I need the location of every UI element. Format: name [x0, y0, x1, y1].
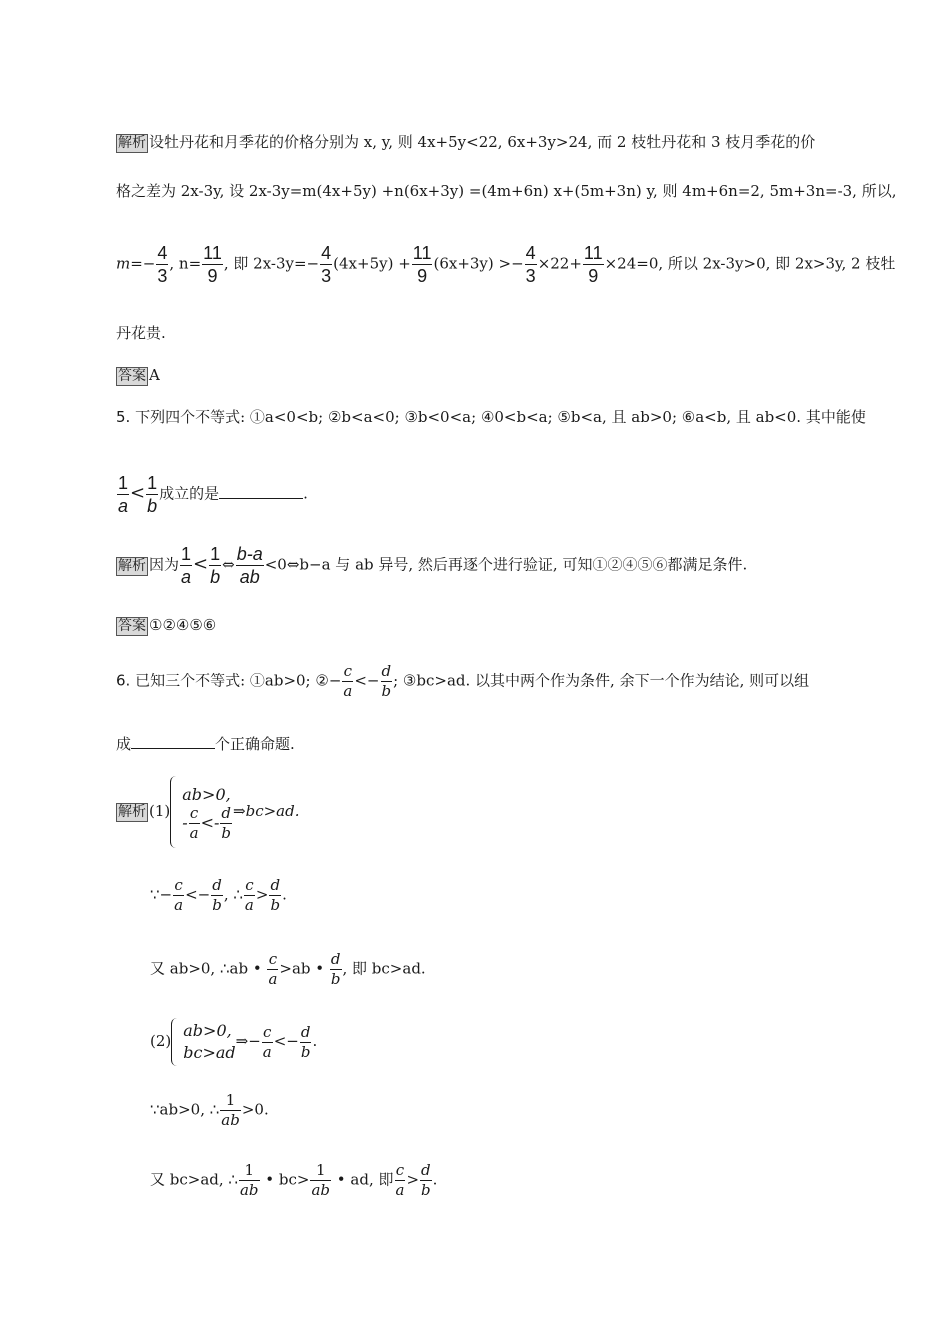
fraction: $\frac{4}{3}$: [525, 243, 536, 286]
fraction: $\frac{1}{b}$: [147, 473, 158, 516]
fraction: $\frac{b-a}{ab}$: [236, 544, 263, 587]
p4-analysis-line-2: [116, 180, 897, 202]
text: 又 bc>ad, ∴: [150, 1170, 238, 1189]
brace: [171, 1018, 179, 1066]
text: 成立的是: [159, 484, 220, 503]
text: <−: [354, 671, 380, 690]
text: ⇒−: [235, 1032, 261, 1050]
fraction: $\frac{c}{a}$: [395, 1161, 405, 1199]
system-of-conditions: [170, 776, 233, 848]
text: (4x+5y) +: [333, 254, 411, 273]
text: 已知三个不等式: ①ab>0; ②−: [130, 671, 342, 690]
analysis-tag: 解析: [118, 135, 146, 151]
text: >: [406, 1170, 420, 1189]
q6-analysis-case-1: [116, 776, 840, 848]
fraction: $\frac{1}{ab}$: [239, 1161, 259, 1199]
text: .: [303, 484, 308, 503]
text: .: [312, 1032, 318, 1050]
fraction: $\frac{11}{9}$: [583, 243, 603, 286]
q6-line-1: [116, 664, 840, 699]
text: <−: [273, 1032, 299, 1050]
text: ×24=0, 所以 2x-3y>0, 即 2x>3y, 2 枝牡: [604, 254, 896, 273]
answer-blank[interactable]: [131, 734, 215, 749]
fraction: $\frac{c}{a}$: [262, 1022, 272, 1061]
q5-line-2: [116, 474, 840, 515]
p4-analysis-line-4: [116, 322, 840, 344]
condition: ab>0,: [182, 784, 231, 804]
q6-analysis-step-5: [150, 1093, 840, 1128]
analysis-tag: 解析: [118, 804, 146, 820]
text: .: [282, 885, 287, 904]
text: ⇔: [222, 555, 235, 574]
fraction: $\frac{11}{9}$: [412, 243, 432, 286]
text: <: [130, 482, 146, 504]
text: 下列四个不等式: ①a<0<b; ②b<a<0; ③b<0<a; ④0<b<a; ⑤b<a, 且 ab>0; ⑥a<b, 且 ab<0. 其中能使: [130, 408, 866, 426]
text: 成: [116, 735, 132, 753]
p4-analysis-line-1: [116, 131, 840, 153]
question-number: 5.: [116, 408, 131, 426]
text: (1): [149, 802, 171, 820]
fraction: $\frac{d}{b}$: [421, 1161, 431, 1199]
condition: - $\frac{c}{a}$ <- $\frac{d}{b}$: [182, 803, 232, 842]
q6-analysis-step-6: [150, 1163, 840, 1198]
text: ∵−: [150, 885, 173, 904]
answer-tag: 答案: [118, 618, 146, 634]
condition: ab>0,: [183, 1021, 232, 1040]
text: <−: [185, 885, 211, 904]
text: , 即 bc>ad.: [342, 959, 426, 978]
fraction: $\frac{d}{b}$: [212, 876, 222, 914]
brace: [170, 776, 178, 848]
analysis-tag: 解析: [118, 557, 146, 574]
q5-line-1: [116, 406, 866, 428]
fraction: $\frac{11}{9}$: [203, 243, 222, 286]
condition: bc>ad: [183, 1043, 236, 1062]
fraction: $\frac{c}{a}$: [343, 662, 353, 700]
q5-analysis: [116, 545, 840, 586]
text: , n=: [169, 254, 202, 273]
text: (2): [150, 1032, 172, 1050]
text: >ab •: [279, 959, 329, 978]
text: • bc>: [260, 1170, 310, 1189]
fraction: $\frac{d}{b}$: [330, 950, 341, 988]
text: , 即 2x-3y=−: [223, 254, 320, 273]
p4-answer: [116, 364, 840, 386]
q6-line-2: [116, 733, 840, 755]
text: >: [255, 885, 269, 904]
text: (6x+3y) >−: [433, 254, 524, 273]
fraction: $\frac{1}{a}$: [181, 544, 192, 587]
system-of-conditions: [171, 1018, 235, 1066]
text: ∵ab>0, ∴: [150, 1100, 220, 1119]
text: 又 ab>0, ∴ab •: [150, 959, 267, 978]
answer-value: A: [149, 366, 160, 384]
answer-value: ①②④⑤⑥: [149, 616, 217, 634]
fraction: $\frac{c}{a}$: [268, 950, 278, 988]
p4-analysis-line-3: [116, 243, 896, 286]
fraction: $\frac{d}{b}$: [300, 1022, 311, 1061]
text: <: [193, 553, 209, 575]
q6-analysis-case-2: [150, 1018, 840, 1066]
text: • ad, 即: [332, 1170, 394, 1189]
fraction: $\frac{1}{b}$: [210, 544, 221, 587]
q6-analysis-step-3: [150, 952, 840, 987]
text: >0.: [241, 1100, 269, 1119]
text: ⇒bc>ad.: [233, 802, 300, 820]
text: , ∴: [223, 885, 243, 904]
fraction: $\frac{4}{3}$: [321, 243, 332, 286]
q5-answer: [116, 614, 840, 636]
fraction: $\frac{d}{b}$: [270, 876, 281, 914]
fraction: $\frac{4}{3}$: [157, 243, 168, 286]
text: m=−: [116, 254, 156, 273]
q6-analysis-step-2: [150, 878, 840, 913]
answer-blank[interactable]: [219, 484, 303, 499]
text: 设牡丹花和月季花的价格分别为 x, y, 则 4x+5y<22, 6x+3y>24, 而 2 枝牡丹花和 3 枝月季花的价: [149, 133, 816, 151]
fraction: $\frac{c}{a}$: [244, 876, 254, 914]
question-number: 6.: [116, 671, 131, 690]
text: ×22+: [537, 254, 582, 273]
fraction: $\frac{1}{ab}$: [311, 1161, 331, 1199]
text: 因为: [149, 555, 180, 574]
text: 个正确命题.: [215, 735, 295, 753]
fraction: $\frac{c}{a}$: [174, 876, 184, 914]
text: .: [432, 1170, 438, 1189]
answer-tag: 答案: [118, 368, 146, 384]
text: <0⇔b−a 与 ab 异号, 然后再逐个进行验证, 可知①②④⑤⑥都满足条件.: [264, 555, 748, 574]
fraction: $\frac{1}{a}$: [118, 473, 129, 516]
text: 格之差为 2x-3y, 设 2x-3y=m(4x+5y) +n(6x+3y) =(4m+6n) x+(5m+3n) y, 则 4m+6n=2, 5m+3n=-3, 所以,: [116, 182, 897, 200]
text: ; ③bc>ad. 以其中两个作为条件, 余下一个作为结论, 则可以组: [393, 671, 810, 690]
text: 丹花贵.: [116, 324, 166, 342]
fraction: $\frac{d}{b}$: [381, 662, 392, 700]
fraction: $\frac{1}{ab}$: [221, 1091, 240, 1129]
